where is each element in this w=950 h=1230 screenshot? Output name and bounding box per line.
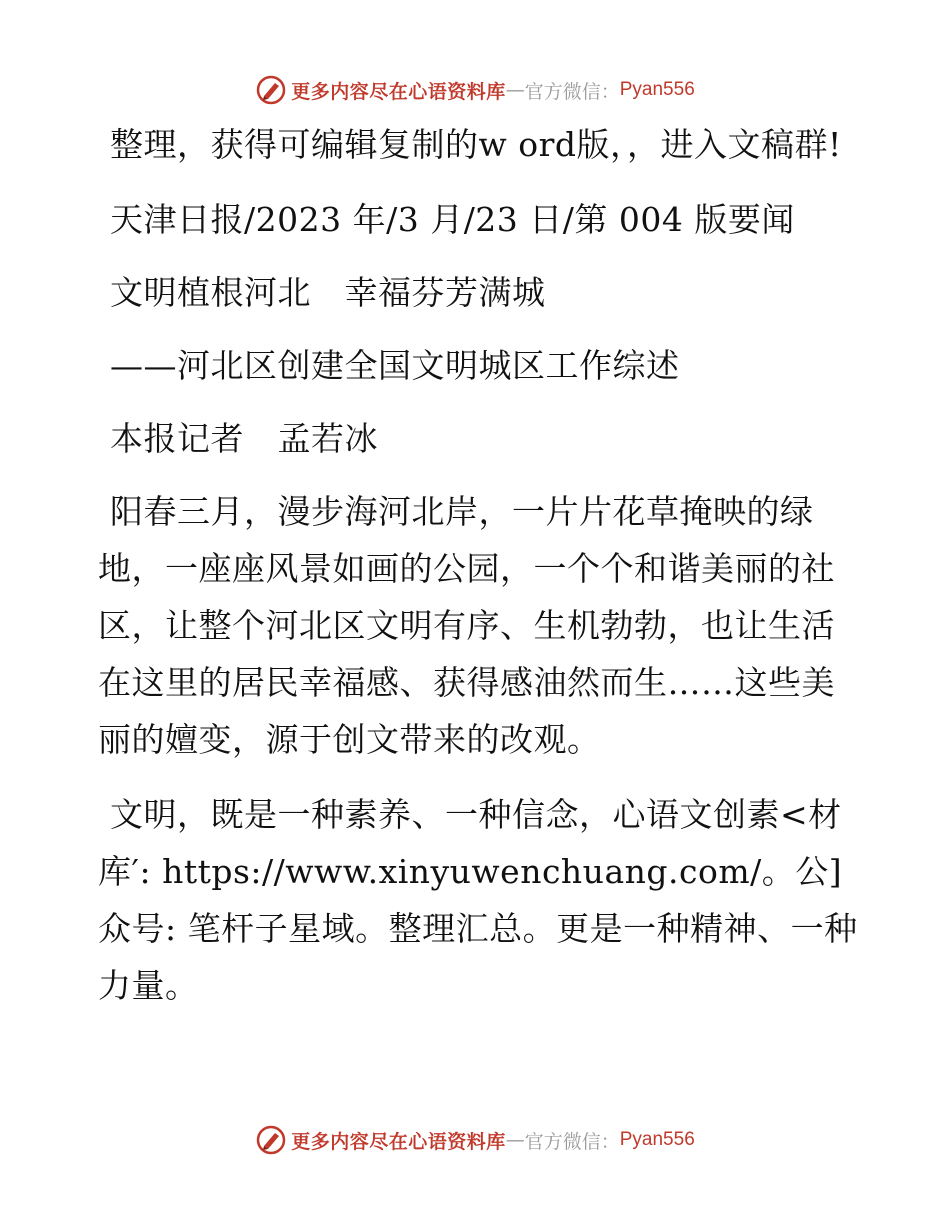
intro-text: 整理，获得可编辑复制的w ord版，，进入文稿群!: [110, 125, 842, 164]
banner-text: 更多内容尽在心语资料库: [291, 80, 506, 103]
banner-separator: —: [505, 79, 525, 101]
header-banner: [0, 70, 950, 110]
banner-wechat-label: 官方微信：: [524, 1130, 620, 1153]
banner-wechat-id: Pyan556: [619, 79, 695, 100]
banner-separator: —: [505, 1129, 525, 1151]
paragraph-2: 文明，既是一种素养、一种信念，心语文创素<材库′: https://www.xinyuwenchuang.com/。公]众号: 笔杆子星域。整理汇总。更是一种精神、一种力量。: [98, 795, 858, 1005]
banner-wechat-id: Pyan556: [619, 1129, 695, 1150]
source-line: 天津日报/2023 年/3 月/23 日/第 004 版要闻: [110, 200, 795, 239]
footer-banner: [0, 1120, 950, 1160]
byline: 本报记者 孟若冰: [110, 419, 378, 458]
article-title: 文明植根河北 幸福芬芳满城: [110, 273, 546, 312]
paragraph-1: 阳春三月，漫步海河北岸，一片片花草掩映的绿地，一座座风景如画的公园，一个个和谐美丽的社区，让整个河北区文明有序、生机勃勃，也让生活在这里的居民幸福感、获得感油然而生……这些美丽的嬗变，源于创文带来的改观。: [98, 492, 835, 759]
brand-logo-icon: [255, 1124, 287, 1156]
article-subtitle: ——河北区创建全国文明城区工作综述: [110, 346, 680, 385]
article-body: [98, 116, 858, 1032]
banner-text: 更多内容尽在心语资料库: [291, 1130, 506, 1153]
brand-logo-icon: [255, 74, 287, 106]
banner-wechat-label: 官方微信：: [524, 80, 620, 103]
